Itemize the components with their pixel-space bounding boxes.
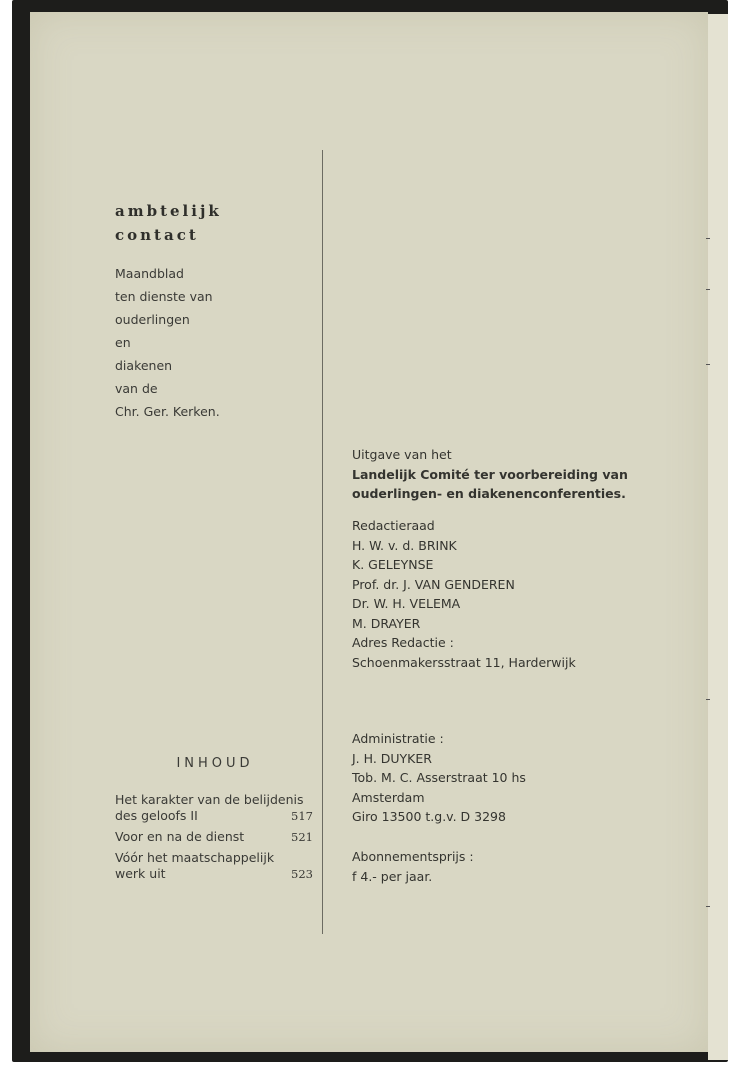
toc-item-title: des geloofs II — [115, 808, 198, 823]
subscription-label: Abonnementsprijs : — [352, 849, 474, 864]
toc-item — [115, 829, 313, 845]
administration-line: Tob. M. C. Asserstraat 10 hs — [352, 770, 526, 785]
page-edge — [708, 14, 728, 1060]
editorial-member: M. DRAYER — [352, 615, 421, 631]
description-line: ouderlingen — [115, 312, 190, 327]
administration-line: Amsterdam — [352, 789, 425, 805]
editorial-member: Prof. dr. J. VAN GENDEREN — [352, 576, 515, 592]
toc-item-page: 523 — [291, 867, 313, 881]
editorial-member: H. W. v. d. BRINK — [352, 537, 457, 553]
administration-label: Administratie : — [352, 731, 444, 746]
publisher-line: ouderlingen- en diakenenconferenties. — [352, 486, 626, 501]
margin-mark — [706, 906, 710, 907]
administration-block — [352, 729, 526, 827]
subscription-block — [352, 847, 474, 886]
toc-item-title: Voor en na de dienst — [115, 829, 245, 844]
subscription-price: f 4.- per jaar. — [352, 868, 433, 884]
administration-line: J. H. DUYKER — [352, 750, 432, 766]
toc-item — [115, 792, 313, 824]
margin-mark — [706, 238, 710, 239]
publisher-line: Landelijk Comité ter voorbereiding van — [352, 466, 628, 482]
magazine-title — [115, 199, 222, 247]
toc-item-title: werk uit — [115, 866, 166, 881]
magazine-title-line: ambtelijk — [115, 202, 222, 220]
toc-item-page: 517 — [291, 809, 313, 823]
margin-mark — [706, 289, 710, 290]
margin-mark — [706, 364, 710, 365]
publisher-line: Uitgave van het — [352, 447, 452, 462]
description-line: Maandblad — [115, 266, 184, 281]
contents-heading: INHOUD — [176, 756, 254, 771]
toc-item — [115, 850, 313, 882]
table-of-contents — [115, 792, 313, 887]
toc-item-page: 521 — [291, 830, 313, 844]
column-divider — [322, 150, 323, 934]
description-line: diakenen — [115, 358, 173, 373]
publisher-block — [352, 445, 628, 504]
address-label: Adres Redactie : — [352, 635, 454, 650]
address-value: Schoenmakersstraat 11, Harderwijk — [352, 654, 576, 670]
editorial-label: Redactieraad — [352, 518, 435, 533]
toc-item-title: Vóór het maatschappelijk — [115, 850, 275, 865]
margin-mark — [706, 699, 710, 700]
administration-line: Giro 13500 t.g.v. D 3298 — [352, 809, 506, 824]
magazine-title-line: contact — [115, 226, 199, 244]
magazine-description — [115, 262, 220, 423]
editorial-member: K. GELEYNSE — [352, 557, 434, 572]
description-line: en — [115, 335, 131, 350]
description-line: ten dienste van — [115, 289, 213, 304]
editorial-member: Dr. W. H. VELEMA — [352, 596, 461, 611]
description-line: Chr. Ger. Kerken. — [115, 404, 220, 419]
toc-item-title: Het karakter van de belijdenis — [115, 792, 304, 807]
editorial-block — [352, 516, 576, 672]
description-line: van de — [115, 381, 158, 396]
